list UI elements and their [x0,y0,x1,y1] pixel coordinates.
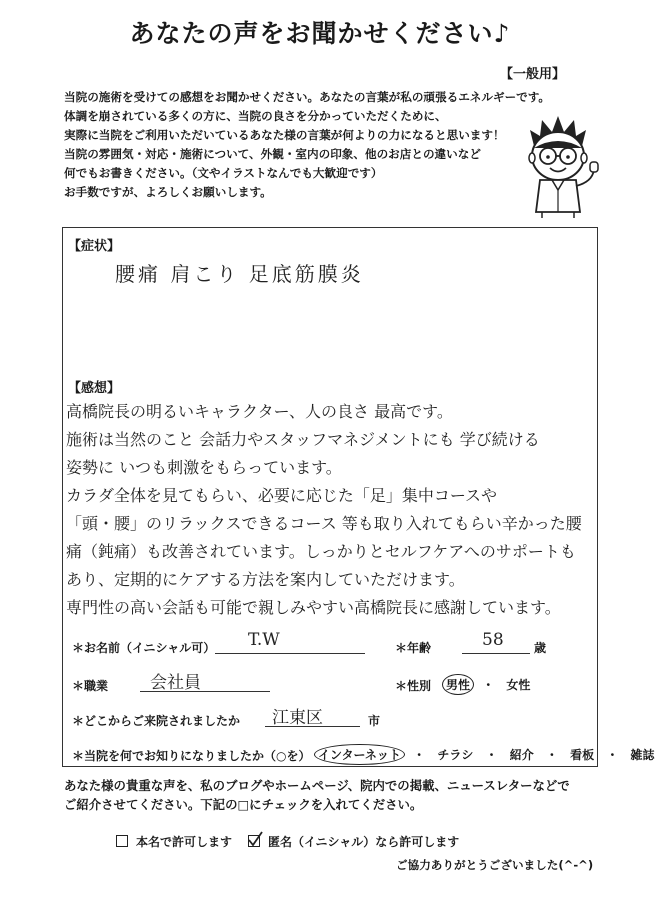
intro-line: お手数ですが、よろしくお願いします。 [64,185,272,199]
symptoms-label: 【症状】 [68,239,121,254]
job-label: ＊職業 [72,679,109,693]
consent-option-label: 本名で許可します [136,835,233,849]
consent-option-real-name[interactable] [116,833,232,850]
form-title: あなたの声をお聞かせください♪ [129,19,511,48]
impressions-line: 「頭・腰」のリラックスできるコース 等も取り入れてもらい辛かった腰 [66,514,582,533]
name-label: ＊お名前（イニシャル可） [72,641,216,655]
gender-options [442,674,534,695]
source-option-internet[interactable]: インターネット [314,744,405,765]
name-value: T.W [248,630,280,650]
impressions-line: あり、定期的にケアする方法を案内していただけます。 [66,570,465,589]
impressions-line: 痛（鈍痛）も改善されています。しっかりとセルフケアへのサポートも [66,542,576,561]
staff-character-illustration [512,112,604,220]
intro-line: 体調を崩されている多くの方に、当院の良さを分かっていただくために、 [64,109,447,123]
consent-text [64,776,570,814]
impressions-line: カラダ全体を見てもらい、必要に応じた「足」集中コースや [66,486,498,505]
origin-unit: 市 [368,714,381,728]
gender-option-female[interactable]: 女性 [506,678,531,692]
name-field[interactable] [215,633,365,654]
impressions-line: 高橋院長の明るいキャラクター、人の良さ 最高です。 [66,402,453,421]
option-separator: ・ [485,748,498,762]
age-label: ＊年齢 [395,641,432,655]
impressions-text[interactable] [66,398,582,622]
source-option-magazine[interactable]: 雑誌 [630,748,655,762]
source-option-referral[interactable]: 紹介 [509,748,534,762]
consent-line: あなた様の貴重な声を、私のブログやホームページ、院内での掲載、ニュースレターなどで [64,778,570,793]
origin-label: ＊どこからご来院されましたか [72,714,241,728]
impressions-line: 姿勢に いつも刺激をもらっています。 [66,458,342,477]
intro-line: 何でもお書きください。（文やイラストなんでも大歓迎です） [64,166,383,180]
consent-line: ご紹介させてください。下記の□にチェックを入れてください。 [64,797,423,812]
checkbox-icon[interactable] [248,835,260,847]
form-type-label: 【一般用】 [500,67,566,82]
job-value: 会社員 [150,673,201,693]
gender-label: ＊性別 [395,679,432,693]
age-unit: 歳 [534,641,547,655]
intro-text [64,88,550,202]
thanks-message: ご協力ありがとうございました(^-^) [396,858,594,872]
checkbox-icon[interactable] [116,835,128,847]
impressions-line: 専門性の高い会話も可能で親しみやすい高橋院長に感謝しています。 [66,598,561,617]
gender-option-male[interactable]: 男性 [442,674,474,695]
symptoms-text[interactable]: 腰痛 肩こり 足底筋膜炎 [115,262,364,286]
source-option-signboard[interactable]: 看板 [570,748,595,762]
intro-line: 当院の施術を受けての感想をお聞かせください。あなたの言葉が私の頑張るエネルギーです。 [64,90,551,104]
origin-value: 江東区 [272,708,323,728]
option-separator: ・ [545,748,558,762]
consent-option-label: 匿名（イニシャル）なら許可します [268,835,460,849]
source-option-flyer[interactable]: チラシ [437,748,474,762]
consent-option-initials[interactable] [248,833,459,850]
impressions-line: 施術は当然のこと 会話力やスタッフマネジメントにも 学び続ける [66,430,540,449]
option-separator: ・ [606,748,619,762]
source-options [314,744,659,765]
age-value: 58 [482,630,504,650]
option-separator: ・ [482,678,495,692]
intro-line: 当院の雰囲気・対応・施術について、外観・室内の印象、他のお店との違いなど [64,147,481,161]
intro-line: 実際に当院をご利用いただいているあなた様の言葉が何よりの力になると思います！ [64,128,505,142]
impressions-label: 【感想】 [68,381,121,396]
option-separator: ・ [413,748,426,762]
source-label: ＊当院を何でお知りになりましたか（○を） [72,749,311,763]
